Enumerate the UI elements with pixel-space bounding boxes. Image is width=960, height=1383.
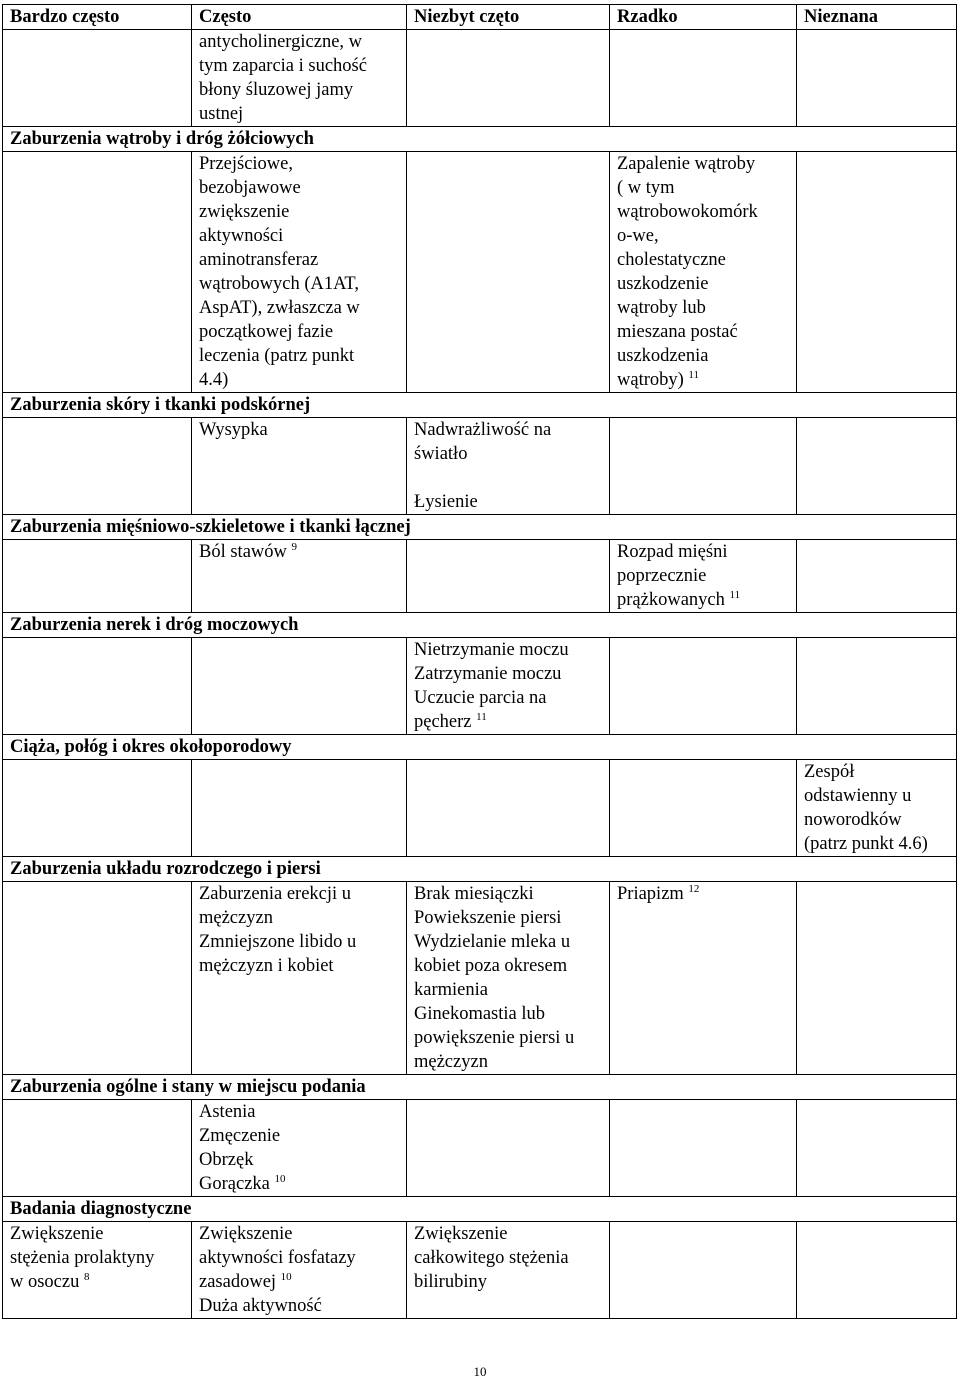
page-number: 10 [473,1364,487,1379]
skin-row [3,418,957,515]
reproductive-row [3,882,957,1075]
musculoskeletal-row [3,540,957,613]
section-title: Zaburzenia układu rozrodczego i piersi [3,857,957,882]
reproductive-common-cell: Zaburzenia erekcji u mężczyzn Zmniejszone libido u mężczyzn i kobiet [192,882,407,1075]
diagnostic-very-common-cell: Zwiększenie stężenia prolaktyny w osoczu $^8$ [3,1222,192,1319]
pregnancy-unknown-cell: Zespół odstawienny u noworodków (patrz punkt 4.6) [797,760,957,857]
frequency-header-row [3,5,957,30]
liver-common-cell: Przejściowe, bezobjawowe zwiększenie aktywności aminotransferaz wątrobowych (A1AT, AspAT), zwłaszcza w początkowej fazie leczenia (patrz punkt 4.4) [192,152,407,393]
section-title: Zaburzenia wątroby i dróg żółciowych [3,127,957,152]
section-liver [3,127,957,152]
section-title: Zaburzenia skóry i tkanki podskórnej [3,393,957,418]
section-kidney [3,613,957,638]
adverse-reactions-table [2,4,957,1319]
diagnostic-common-cell: Zwiększenie aktywności fosfatazy zasadowej $^{10}$ Duża aktywność [192,1222,407,1319]
section-title: Zaburzenia nerek i dróg moczowych [3,613,957,638]
section-title: Ciąża, połóg i okres okołoporodowy [3,735,957,760]
reproductive-rare-cell: Priapizm $^{12}$ [610,882,797,1075]
header-rare: Rzadko [610,5,797,30]
anticholinergic-row [3,30,957,127]
section-title: Zaburzenia ogólne i stany w miejscu podania [3,1075,957,1100]
general-common-cell: Astenia Zmęczenie Obrzęk Gorączka $^{10}$ [192,1100,407,1197]
section-diagnostic [3,1197,957,1222]
liver-rare-cell: Zapalenie wątroby ( w tym wątrobowokomórk o-we, cholestatyczne uszkodzenie wątroby lub mieszana postać uszkodzenia wątroby) $^{11}$ [610,152,797,393]
liver-row [3,152,957,393]
general-row [3,1100,957,1197]
header-uncommon: Niezbyt częto [407,5,610,30]
section-title: Zaburzenia mięśniowo-szkieletowe i tkanki łącznej [3,515,957,540]
section-reproductive [3,857,957,882]
anticholinergic-common-cell: antycholinergiczne, w tym zaparcia i suchość błony śluzowej jamy ustnej [192,30,407,127]
kidney-uncommon-cell: Nietrzymanie moczu Zatrzymanie moczu Uczucie parcia na pęcherz $^{11}$ [407,638,610,735]
kidney-row [3,638,957,735]
section-skin [3,393,957,418]
diagnostic-row [3,1222,957,1319]
section-pregnancy [3,735,957,760]
header-unknown: Nieznana [797,5,957,30]
diagnostic-uncommon-cell: Zwiększenie całkowitego stężenia bilirubiny [407,1222,610,1319]
header-common: Często [192,5,407,30]
section-general [3,1075,957,1100]
skin-common-cell: Wysypka [192,418,407,515]
section-musculoskeletal [3,515,957,540]
skin-uncommon-cell: Nadwrażliwość na światło Łysienie [407,418,610,515]
musculo-common-cell: Ból stawów $^9$ [192,540,407,613]
section-title: Badania diagnostyczne [3,1197,957,1222]
reproductive-uncommon-cell: Brak miesiączki Powiekszenie piersi Wydzielanie mleka u kobiet poza okresem karmienia Ginekomastia lub powiększenie piersi u mężczyzn [407,882,610,1075]
pregnancy-row [3,760,957,857]
header-very-common: Bardzo często [3,5,192,30]
musculo-rare-cell: Rozpad mięśni poprzecznie prążkowanych $^{11}$ [610,540,797,613]
